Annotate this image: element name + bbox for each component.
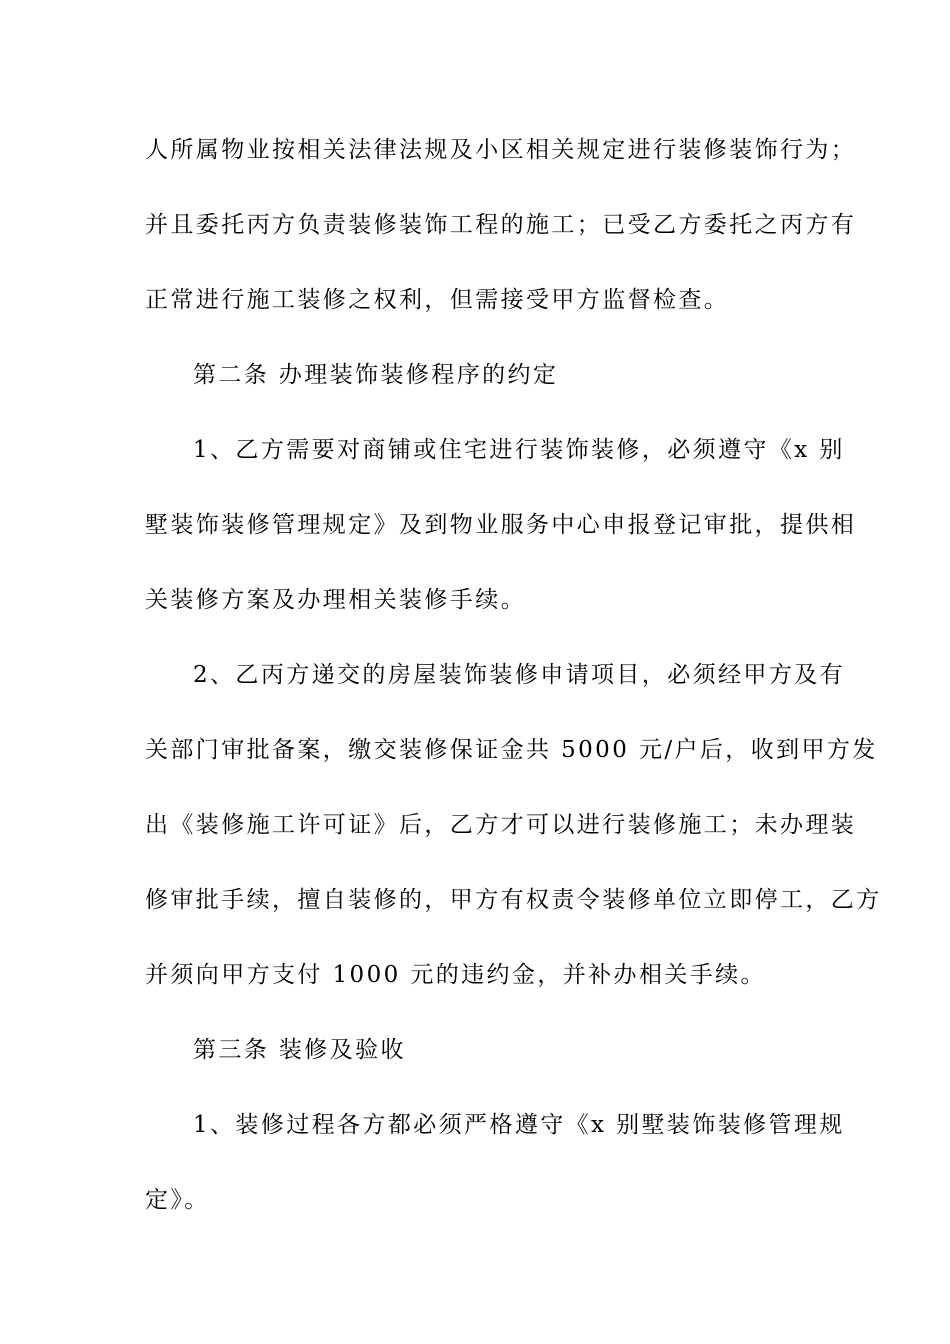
body-line: 并且委托丙方负责装修装饰工程的施工；已受乙方委托之丙方有: [145, 212, 857, 238]
body-line: 定》。: [145, 1187, 210, 1213]
section-heading: 第三条 装修及验收: [193, 1037, 406, 1063]
body-line: 墅装饰装修管理规定》及到物业服务中心申报登记审批，提供相: [145, 512, 857, 538]
body-line: 正常进行施工装修之权利，但需接受甲方监督检查。: [145, 287, 730, 313]
body-line: 并须向甲方支付 1000 元的违约金，并补办相关手续。: [145, 962, 766, 988]
body-line: 1、乙方需要对商铺或住宅进行装饰装修，必须遵守《x 别: [193, 437, 845, 463]
body-line: 出《装修施工许可证》后，乙方才可以进行装修施工；未办理装: [145, 812, 857, 838]
body-line: 修审批手续，擅自装修的，甲方有权责令装修单位立即停工，乙方: [145, 887, 882, 913]
body-line: 1、装修过程各方都必须严格遵守《x 别墅装饰装修管理规: [193, 1112, 845, 1138]
body-line: 关部门审批备案，缴交装修保证金共 5000 元/户后，收到甲方发: [145, 737, 878, 763]
section-heading: 第二条 办理装饰装修程序的约定: [193, 362, 559, 388]
body-line: 人所属物业按相关法律法规及小区相关规定进行装修装饰行为；: [145, 137, 857, 163]
body-line: 关装修方案及办理相关装修手续。: [145, 587, 526, 613]
body-line: 2、乙丙方递交的房屋装饰装修申请项目，必须经甲方及有: [193, 662, 846, 688]
